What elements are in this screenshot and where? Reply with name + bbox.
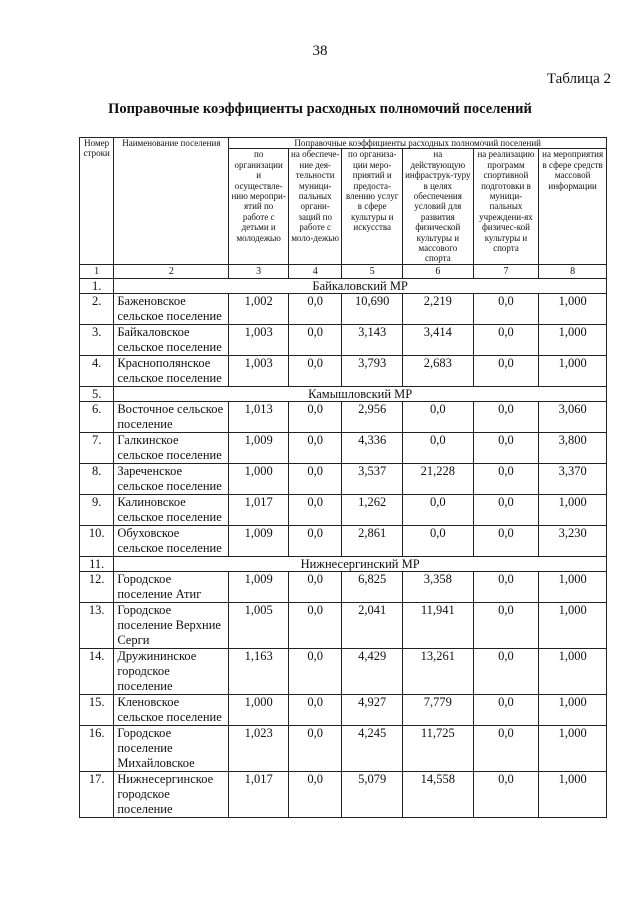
coefficients-table [79, 137, 607, 818]
coefficient-cell: 0,0 [403, 525, 474, 556]
coefficient-cell: 1,000 [539, 494, 607, 525]
coefficient-cell: 2,956 [342, 401, 403, 432]
coefficient-cell: 1,023 [229, 725, 289, 771]
coefficient-cell: 6,825 [342, 571, 403, 602]
coefficient-cell: 4,336 [342, 432, 403, 463]
coefficient-cell: 1,003 [229, 324, 289, 355]
coefficient-cell: 1,013 [229, 401, 289, 432]
coefficient-cell: 0,0 [473, 694, 539, 725]
table-row [80, 571, 607, 602]
coefficient-cell: 4,927 [342, 694, 403, 725]
coefficient-cell: 0,0 [288, 771, 342, 817]
coefficient-cell: 3,800 [539, 432, 607, 463]
row-number: 12. [80, 571, 114, 602]
header-col-7: на реализацию программ спортивной подготовки в муници-пальных учреждени-ях физичес-кой культуры и спорта [473, 149, 539, 264]
column-number: 8 [539, 264, 607, 278]
coefficient-cell: 14,558 [403, 771, 474, 817]
header-col-5: по организа-ции меро-приятий и предоста-влению услуг в сфере культуры и искусства [342, 149, 403, 264]
row-number: 2. [80, 293, 114, 324]
coefficient-cell: 0,0 [288, 602, 342, 648]
coefficient-cell: 0,0 [473, 432, 539, 463]
settlement-name: Восточное сельское поселение [114, 401, 229, 432]
coefficient-cell: 0,0 [288, 648, 342, 694]
coefficient-cell: 7,779 [403, 694, 474, 725]
header-group: Поправочные коэффициенты расходных полномочий поселений [229, 138, 607, 149]
table-row [80, 463, 607, 494]
table-row [80, 355, 607, 386]
row-number: 8. [80, 463, 114, 494]
coefficient-cell: 0,0 [473, 355, 539, 386]
coefficient-cell: 1,002 [229, 293, 289, 324]
coefficient-cell: 3,358 [403, 571, 474, 602]
table-label: Таблица 2 [546, 71, 611, 87]
settlement-name: Кленовское сельское поселение [114, 694, 229, 725]
table-row [80, 432, 607, 463]
coefficient-cell: 3,370 [539, 463, 607, 494]
coefficient-cell: 1,000 [539, 571, 607, 602]
coefficient-cell: 2,041 [342, 602, 403, 648]
column-number: 1 [80, 264, 114, 278]
coefficient-cell: 0,0 [288, 571, 342, 602]
coefficient-cell: 0,0 [288, 463, 342, 494]
coefficient-cell: 0,0 [403, 432, 474, 463]
coefficient-cell: 0,0 [403, 401, 474, 432]
coefficient-cell: 1,000 [539, 648, 607, 694]
coefficient-cell: 4,429 [342, 648, 403, 694]
coefficient-cell: 3,143 [342, 324, 403, 355]
coefficient-cell: 5,079 [342, 771, 403, 817]
group-name: Байкаловский МР [114, 278, 607, 293]
table-row [80, 725, 607, 771]
table-row [80, 648, 607, 694]
table-row [80, 293, 607, 324]
table-body [80, 278, 607, 817]
coefficient-cell: 11,941 [403, 602, 474, 648]
coefficient-cell: 0,0 [473, 602, 539, 648]
header-settlement-name: Наименование поселения [114, 138, 229, 265]
row-number: 17. [80, 771, 114, 817]
coefficient-cell: 0,0 [473, 324, 539, 355]
coefficient-cell: 0,0 [473, 771, 539, 817]
row-number: 3. [80, 324, 114, 355]
row-number: 16. [80, 725, 114, 771]
row-number: 13. [80, 602, 114, 648]
coefficient-cell: 13,261 [403, 648, 474, 694]
row-number: 14. [80, 648, 114, 694]
table-row [80, 602, 607, 648]
coefficient-cell: 3,537 [342, 463, 403, 494]
settlement-name: Байкаловское сельское поселение [114, 324, 229, 355]
row-number: 15. [80, 694, 114, 725]
group-row-number: 1. [80, 278, 114, 293]
row-number: 7. [80, 432, 114, 463]
coefficient-cell: 0,0 [473, 571, 539, 602]
settlement-name: Калиновское сельское поселение [114, 494, 229, 525]
settlement-name: Городское поселение Верхние Серги [114, 602, 229, 648]
settlement-name: Баженовское сельское поселение [114, 293, 229, 324]
coefficient-cell: 3,414 [403, 324, 474, 355]
coefficient-cell: 0,0 [288, 494, 342, 525]
coefficient-cell: 10,690 [342, 293, 403, 324]
coefficient-cell: 3,060 [539, 401, 607, 432]
column-number: 6 [403, 264, 474, 278]
coefficient-cell: 0,0 [288, 525, 342, 556]
coefficient-cell: 1,009 [229, 432, 289, 463]
group-row-number: 11. [80, 556, 114, 571]
table-row [80, 771, 607, 817]
column-number: 2 [114, 264, 229, 278]
coefficient-cell: 11,725 [403, 725, 474, 771]
coefficient-cell: 3,793 [342, 355, 403, 386]
coefficient-cell: 1,000 [539, 355, 607, 386]
coefficient-cell: 1,163 [229, 648, 289, 694]
coefficient-cell: 0,0 [403, 494, 474, 525]
coefficient-cell: 2,683 [403, 355, 474, 386]
header-row-number: Номер строки [80, 138, 114, 265]
coefficient-cell: 0,0 [288, 694, 342, 725]
settlement-name: Зареченское сельское поселение [114, 463, 229, 494]
group-row [80, 386, 607, 401]
row-number: 9. [80, 494, 114, 525]
coefficient-cell: 0,0 [288, 324, 342, 355]
column-number: 7 [473, 264, 539, 278]
coefficient-cell: 1,005 [229, 602, 289, 648]
coefficient-cell: 0,0 [473, 401, 539, 432]
header-col-6: на действующую инфраструк-туру в целях обеспечения условий для развития физической культуры и массового спорта [403, 149, 474, 264]
row-number: 10. [80, 525, 114, 556]
coefficient-cell: 21,228 [403, 463, 474, 494]
coefficient-cell: 0,0 [288, 725, 342, 771]
group-name: Камышловский МР [114, 386, 607, 401]
group-row [80, 556, 607, 571]
coefficient-cell: 0,0 [473, 648, 539, 694]
coefficient-cell: 1,000 [229, 694, 289, 725]
coefficient-cell: 1,009 [229, 525, 289, 556]
coefficient-cell: 0,0 [288, 293, 342, 324]
coefficient-cell: 1,000 [539, 602, 607, 648]
document-title: Поправочные коэффициенты расходных полномочий поселений [108, 101, 532, 117]
coefficient-cell: 0,0 [473, 525, 539, 556]
coefficient-cell: 1,017 [229, 771, 289, 817]
header-col-8: на мероприятия в сфере средств массовой информации [539, 149, 607, 264]
column-number: 5 [342, 264, 403, 278]
coefficient-cell: 4,245 [342, 725, 403, 771]
table-row [80, 525, 607, 556]
coefficient-cell: 1,000 [539, 771, 607, 817]
settlement-name: Городское поселение Атиг [114, 571, 229, 602]
group-row [80, 278, 607, 293]
coefficient-cell: 0,0 [473, 463, 539, 494]
coefficient-cell: 1,003 [229, 355, 289, 386]
coefficient-cell: 1,000 [539, 324, 607, 355]
settlement-name: Краснополянское сельское поселение [114, 355, 229, 386]
coefficient-cell: 1,000 [539, 725, 607, 771]
coefficient-cell: 2,861 [342, 525, 403, 556]
coefficient-cell: 1,000 [539, 293, 607, 324]
coefficient-cell: 1,000 [229, 463, 289, 494]
settlement-name: Дружининское городское поселение [114, 648, 229, 694]
table-row [80, 694, 607, 725]
coefficient-cell: 0,0 [473, 494, 539, 525]
settlement-name: Городское поселение Михайловское [114, 725, 229, 771]
coefficient-cell: 0,0 [473, 293, 539, 324]
row-number: 6. [80, 401, 114, 432]
coefficient-cell: 0,0 [288, 432, 342, 463]
column-number: 3 [229, 264, 289, 278]
settlement-name: Нижнесергинское городское поселение [114, 771, 229, 817]
table-row [80, 401, 607, 432]
column-number: 4 [288, 264, 342, 278]
header-col-3: по организации и осуществле-нию меропри-ятий по работе с детьми и молодежью [229, 149, 289, 264]
coefficient-cell: 0,0 [288, 355, 342, 386]
table-row [80, 324, 607, 355]
coefficient-cell: 2,219 [403, 293, 474, 324]
column-number-row [80, 264, 607, 278]
settlement-name: Галкинское сельское поселение [114, 432, 229, 463]
coefficient-cell: 3,230 [539, 525, 607, 556]
settlement-name: Обуховское сельское поселение [114, 525, 229, 556]
coefficient-cell: 1,009 [229, 571, 289, 602]
header-col-4: на обеспече-ние дея-тельности муници-пальных органи-заций по работе с моло-дежью [288, 149, 342, 264]
table-row [80, 494, 607, 525]
group-row-number: 5. [80, 386, 114, 401]
coefficient-cell: 1,000 [539, 694, 607, 725]
coefficient-cell: 1,262 [342, 494, 403, 525]
coefficient-cell: 0,0 [288, 401, 342, 432]
page-number: 38 [312, 43, 328, 59]
row-number: 4. [80, 355, 114, 386]
group-name: Нижнесергинский МР [114, 556, 607, 571]
coefficient-cell: 1,017 [229, 494, 289, 525]
coefficient-cell: 0,0 [473, 725, 539, 771]
